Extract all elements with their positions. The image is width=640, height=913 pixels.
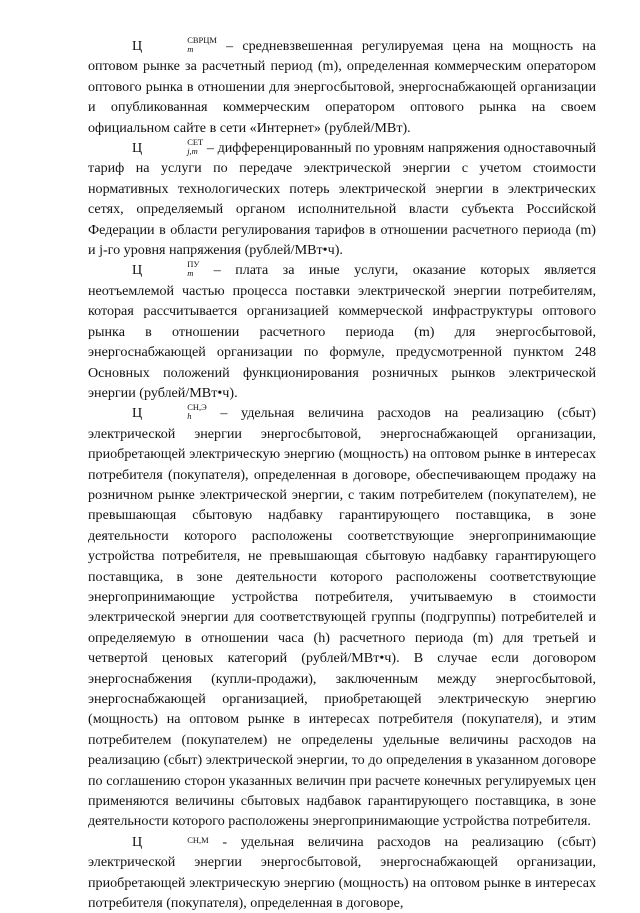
definition-text-4: – удельная величина расходов на реализацию (сбыт) электрической энергии энергосбытовой, энергоснабжающей организации, приобретающей электрическую энергию (мощность) на оптовом рынке в интересах потребителя (покупателя), определенная в договоре, обеспечивающем продажу на розничном рынке электрической энергии, с таким потребителем (покупателем), не превышающая сбытовую надбавку гарантирующего поставщика, в зоне деятельности которого расположены соответствующие энергопринимающие устройства потребителя, не превышающая сбытовую надбавку гарантирующего поставщика, в зоне деятельности которого расположены соответствующие энергопринимающие устройства потребителя, учитываемую в стоимости электрической энергии для соответствующей группы (подгруппы) потребителей и определяемую в отношении часа (h) расчетного периода (m) для третьей и четвертой ценовых категорий (рублей/МВт•ч). В случае если договором энергоснабжения (купли-продажи), заключенным между энергосбытовой, энергоснабжающей организацией, приобретающей электрическую энергию (мощность) на оптовом рынке в интересах потребителя (покупателя), и этим потребителем (покупателем) не определены удельные величины расходов на реализацию (сбыт) электрической энергии, то до определения в указанном договоре по соглашению сторон указанных величин при расчете конечных регулируемых цен применяются величины сбытовых надбавок гарантирующего поставщика, в зоне деятельности которого расположены энергопринимающие устройства потребителя. (88, 405, 596, 830)
definition-paragraph-3 (88, 260, 596, 403)
definition-paragraph-1 (88, 36, 596, 138)
definition-text-1: – средневзвешенная регулируемая цена на мощность на оптовом рынке за расчетный период (m), определенная коммерческим оператором оптового рынка в отношении для энергосбытовой, энергоснабжающей организации и опубликованная коммерческим оператором оптового рынка на своем официальном сайте в сети «Интернет» (рублей/МВт). (88, 38, 596, 136)
definition-paragraph-4 (88, 403, 596, 832)
document-page (88, 36, 596, 913)
formula-symbol-3: Ц ПУ m (132, 259, 200, 279)
definition-paragraph-2 (88, 138, 596, 260)
formula-symbol-2: Ц СЕТ j,m (132, 136, 204, 157)
formula-symbol-1: Ц СВРЦМ m (132, 34, 217, 54)
formula-symbol-4: Ц СН,Э h (132, 402, 207, 422)
formula-symbol-5: Ц СН,М (132, 833, 209, 850)
definition-text-5: - удельная величина расходов на реализацию (сбыт) электрической энергии энергосбытовой, энергоснабжающей организации, приобретающей электрическую энергию (мощность) на оптовом рынке в интересах потребителя (покупателя), определенная в договоре, (88, 833, 596, 912)
definition-paragraph-5 (88, 832, 596, 913)
definition-text-2: – дифференцированный по уровням напряжения одноставочный тариф на услуги по передаче электрической энергии с учетом стоимости нормативных технологических потерь электрической энергии в электрических сетях, определяемый органом исполнительной власти субъекта Российской Федерации в области регулирования тарифов в отношении расчетного периода (m) и j-го уровня напряжения (рублей/МВт•ч). (88, 140, 596, 259)
definition-text-3: – плата за иные услуги, оказание которых является неотъемлемой частью процесса поставки электрической энергии потребителям, которая рассчитывается организацией коммерческой инфраструктуры оптового рынка в отношении расчетного периода (m) для энергосбытовой, энергоснабжающей организации по формуле, предусмотренной пунктом 248 Основных положений функционирования розничных рынков электрической энергии (рублей/МВт•ч). (88, 262, 596, 401)
